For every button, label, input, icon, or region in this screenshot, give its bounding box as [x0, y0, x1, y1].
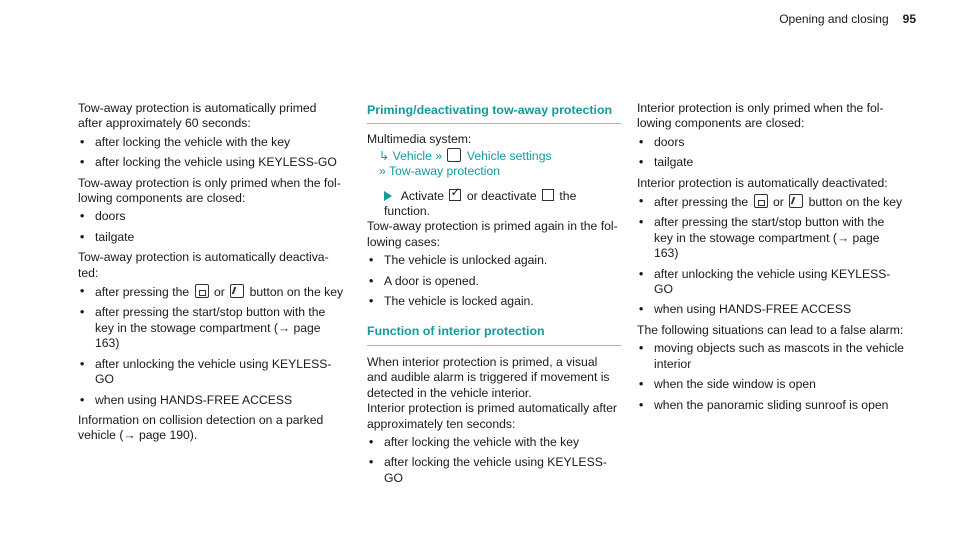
lock-icon — [754, 194, 768, 208]
vehicle-settings-icon — [447, 148, 461, 162]
lock-icon — [195, 284, 209, 298]
list-item: • tailgate — [637, 155, 905, 170]
list-item — [637, 194, 905, 210]
list-item: • after pressing the start/stop button with the key in the stowage compartment (→ page 163) — [637, 215, 905, 261]
paragraph: Information on collision detection on a parked vehicle (→ page 190). — [78, 412, 324, 443]
page-header — [779, 12, 916, 27]
column-3 — [637, 101, 905, 418]
bullet-list — [78, 209, 344, 245]
double-chevron-icon: » — [379, 164, 389, 179]
unchecked-box-icon — [542, 189, 554, 201]
paragraph: Tow-away protection is only primed when the following components are closed: — [78, 175, 341, 206]
nav-path — [367, 164, 621, 179]
list-item: • after unlocking the vehicle using KEYLESS-GO — [78, 357, 344, 388]
list-item: • after locking the vehicle using KEYLESS-GO — [367, 455, 621, 486]
list-item: • moving objects such as mascots in the vehicle interior — [637, 341, 905, 372]
section-title: Opening and closing — [779, 12, 889, 26]
paragraph: Tow-away protection is automatically deactivated: — [78, 250, 329, 280]
unlock-tailgate-icon — [789, 194, 803, 208]
paragraph: Multimedia system: — [367, 132, 472, 147]
bullet-list — [78, 135, 344, 171]
step-arrow-icon — [384, 191, 392, 201]
bullet-list — [367, 253, 621, 309]
bullet-list — [78, 284, 344, 408]
list-item: • The vehicle is locked again. — [367, 294, 621, 309]
list-item: • when using HANDS-FREE ACCESS — [78, 393, 344, 408]
list-item: • when the side window is open — [637, 377, 905, 392]
paragraph: Interior protection is only primed when the following components are closed: — [637, 101, 884, 131]
checked-box-icon — [449, 189, 461, 201]
list-text: after pressing the — [654, 195, 749, 210]
list-text: or — [213, 285, 225, 300]
paragraph: Interior protection is automatically deactivated: — [637, 175, 888, 190]
section-heading: Priming/deactivating tow-away protection — [367, 103, 621, 124]
list-item: • The vehicle is unlocked again. — [367, 253, 621, 268]
paragraph: Tow-away protection is primed again in the following cases: — [367, 219, 618, 249]
list-item: • after locking the vehicle with the key — [367, 435, 621, 450]
instruction-text: the function. — [384, 188, 577, 219]
bullet-list — [637, 194, 905, 318]
paragraph: When interior protection is primed, a visual and audible alarm is triggered if movement is detected in the vehicle interior. — [367, 354, 610, 400]
instruction-text: Activate — [400, 188, 445, 203]
page-number: 95 — [902, 12, 916, 26]
instruction — [367, 189, 621, 220]
bullet-list — [367, 435, 621, 486]
paragraph: The following situations can lead to a false alarm: — [637, 322, 904, 337]
column-1 — [78, 101, 344, 444]
list-text: button on the key — [249, 285, 344, 300]
paragraph: Interior protection is primed automatically after approximately ten seconds: — [367, 401, 617, 431]
section-heading: Function of interior protection — [367, 324, 621, 345]
instruction-text: or deactivate — [466, 188, 537, 203]
list-text: after pressing the — [95, 285, 190, 300]
unlock-tailgate-icon — [230, 284, 244, 298]
nav-item-vehicle[interactable]: Vehicle — [392, 148, 432, 163]
column-2 — [367, 103, 621, 491]
list-text: button on the key — [808, 195, 903, 210]
nav-item-vehicle-settings[interactable]: Vehicle settings — [466, 148, 552, 163]
list-item: • after locking the vehicle with the key — [78, 135, 344, 150]
list-item: • tailgate — [78, 230, 344, 245]
list-item: • after locking the vehicle using KEYLESS-GO — [78, 155, 344, 170]
list-item: • doors — [78, 209, 344, 224]
list-text: or — [772, 195, 784, 210]
list-item: • after unlocking the vehicle using KEYLESS-GO — [637, 267, 905, 298]
list-item: • doors — [637, 135, 905, 150]
list-item — [78, 284, 344, 300]
list-item: • when the panoramic sliding sunroof is open — [637, 398, 905, 413]
list-item: • A door is opened. — [367, 274, 621, 289]
list-item: • when using HANDS-FREE ACCESS — [637, 302, 905, 317]
nav-item-tow-away-protection[interactable]: Tow-away protection — [388, 164, 501, 179]
nav-path — [367, 148, 621, 164]
double-chevron-icon: » — [435, 148, 446, 163]
paragraph: Tow-away protection is automatically primed after approximately 60 seconds: — [78, 101, 317, 131]
bullet-list — [637, 135, 905, 171]
return-arrow-icon: ↳ — [379, 148, 393, 163]
list-item: • after pressing the start/stop button with the key in the stowage compartment (→ page 163) — [78, 305, 344, 351]
bullet-list — [637, 341, 905, 413]
